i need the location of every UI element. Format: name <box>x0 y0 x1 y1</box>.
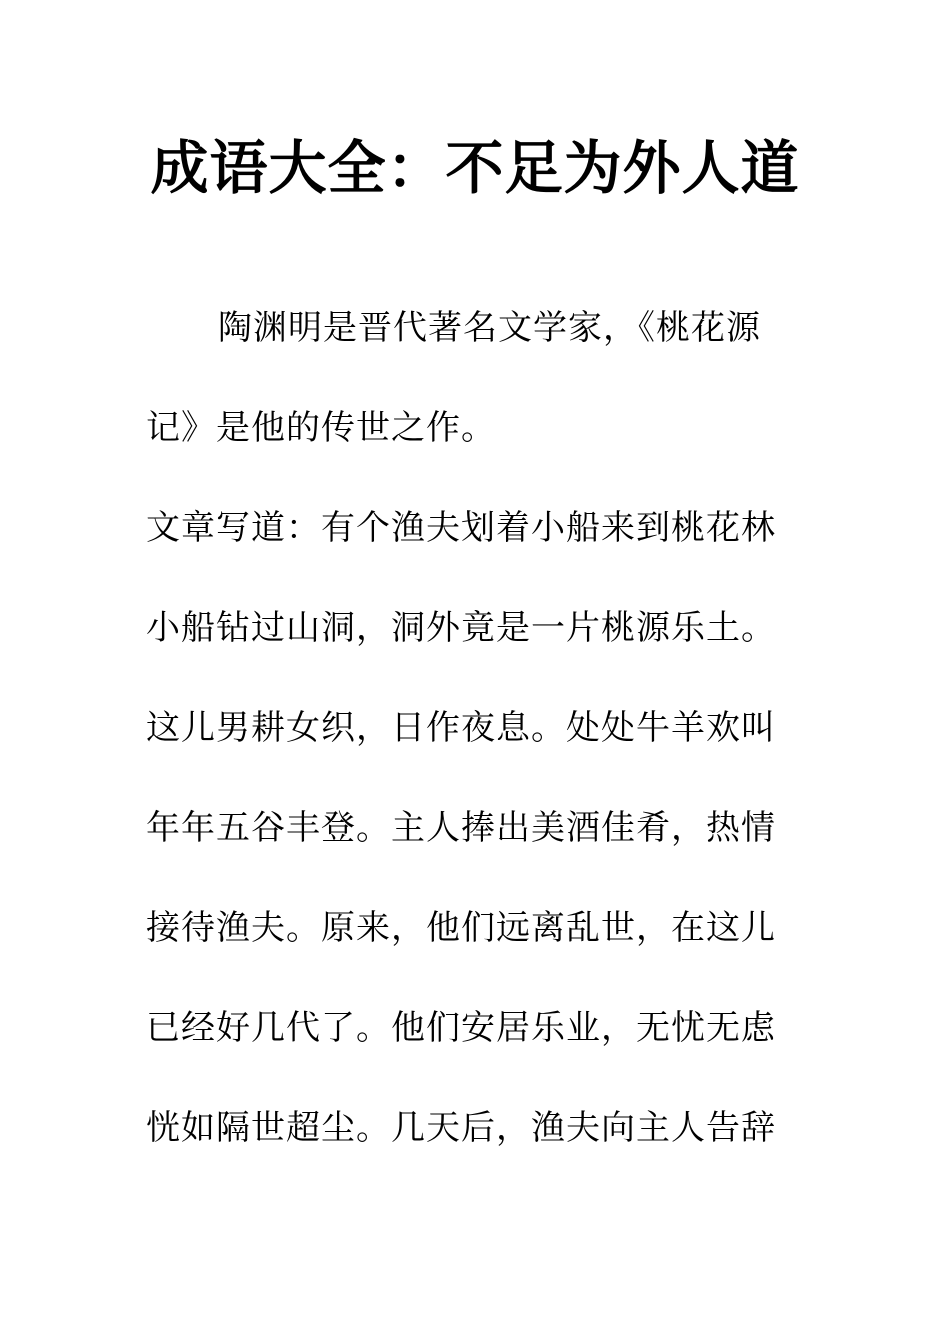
text-line: 这儿男耕女织，日作夜息。处处牛羊欢叫 <box>146 708 776 748</box>
text-line: 文章写道：有个渔夫划着小船来到桃花林 <box>146 508 776 548</box>
text-line: 记》是他的传世之作。 <box>146 408 496 448</box>
page-title: 成语大全：不足为外人道 <box>150 134 800 202</box>
body-text <box>146 296 826 1196</box>
text-line: 接待渔夫。原来，他们远离乱世，在这儿 <box>146 908 776 948</box>
text-line: 已经好几代了。他们安居乐业，无忧无虑 <box>146 1008 776 1048</box>
text-line: 恍如隔世超尘。几天后，渔夫向主人告辞 <box>146 1108 776 1148</box>
text-line: 年年五谷丰登。主人捧出美酒佳肴，热情 <box>146 808 776 848</box>
text-line: 小船钻过山洞，洞外竟是一片桃源乐土。 <box>146 608 776 648</box>
text-line: 陶渊明是晋代著名文学家，《桃花源 <box>218 308 761 348</box>
